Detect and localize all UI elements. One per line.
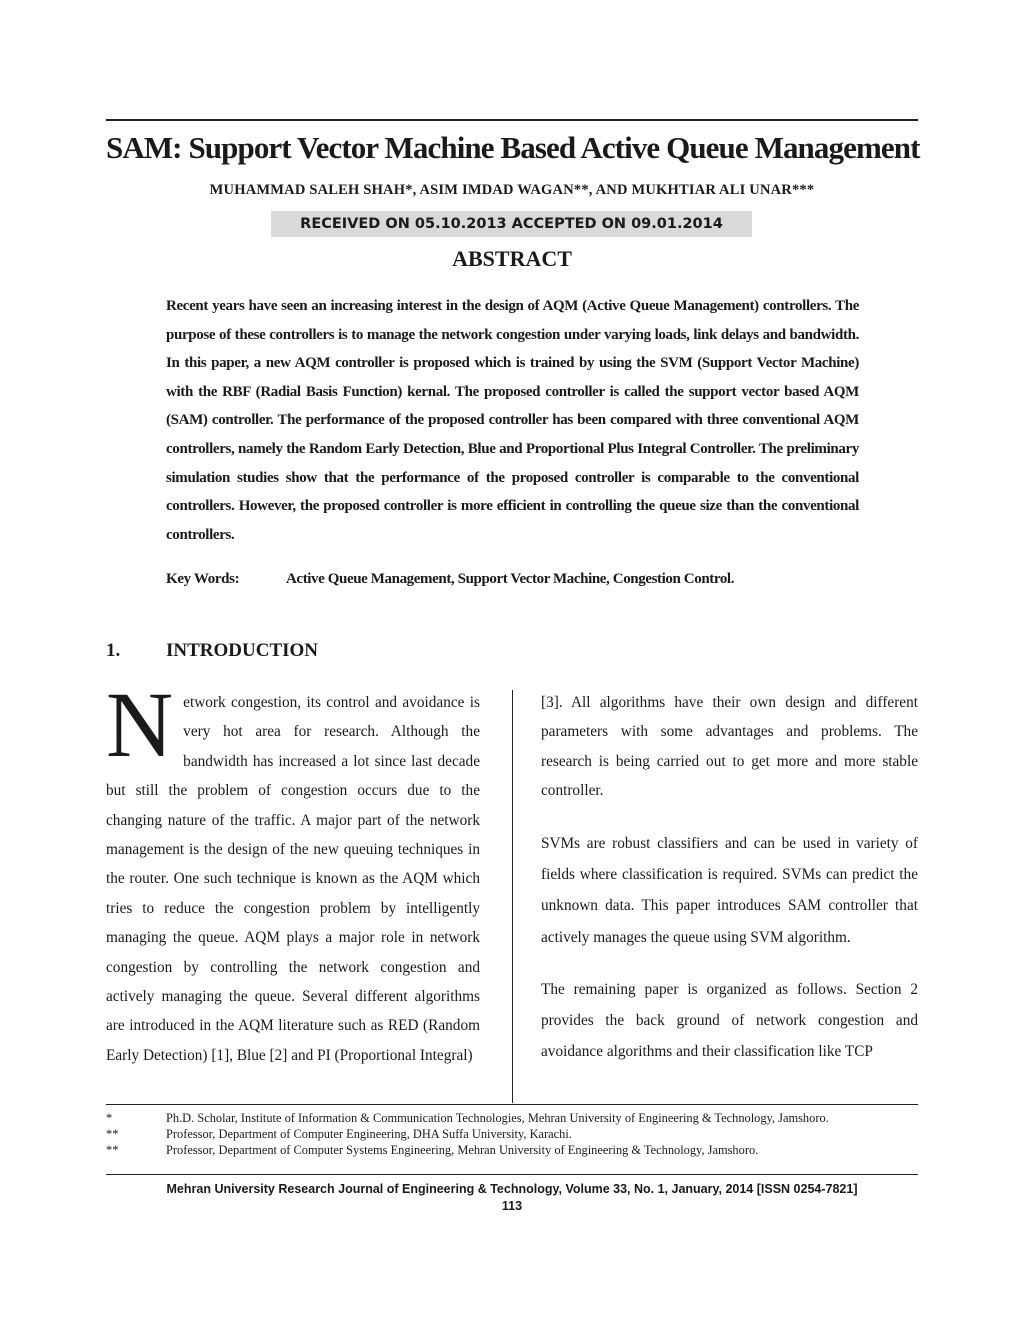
section-title: INTRODUCTION <box>166 640 319 661</box>
footnote-mark: * <box>106 1111 113 1125</box>
received-dates-banner: RECEIVED ON 05.10.2013 ACCEPTED ON 09.01.2014 <box>271 211 752 237</box>
author-list: MUHAMMAD SALEH SHAH*, ASIM IMDAD WAGAN**, AND MUKHTIAR ALI UNAR*** <box>209 182 815 198</box>
paper-title: SAM: Support Vector Machine Based Active Queue Management <box>106 130 920 165</box>
left-column <box>106 674 480 1070</box>
footnote-rule <box>106 1104 918 1105</box>
footnotes <box>106 1110 918 1158</box>
right-paragraph-2: SVMs are robust classifiers and can be used in variety of fields where classification is required. SVMs can predict the unknown data. This paper introduces SAM controller that actively manages the queue using SVM algorithm. <box>541 834 918 946</box>
right-paragraph-3: The remaining paper is organized as follows. Section 2 provides the back ground of network congestion and avoidance algorithms and their classification like TCP <box>541 980 918 1061</box>
footnote-mark: ** <box>106 1143 119 1157</box>
column-divider <box>512 690 513 1103</box>
left-column-text: etwork congestion, its control and avoidance is very hot area for research. Although the bandwidth has increased a lot since last decade but still the problem of congestion occurs due to the changing nature of the traffic. A major part of the network management is the design of the new queuing techniques in the router. One such technique is known as the AQM which tries to reduce the congestion problem by intelligently managing the queue. AQM plays a major role in network congestion by controlling the network congestion and actively managing the queue. Several different algorithms are introduced in the AQM literature such as RED (Random Early Detection) [1], Blue [2] and PI (Proportional Integral) <box>106 694 480 1064</box>
top-rule <box>106 119 918 121</box>
journal-footer: Mehran University Research Journal of Engineering & Technology, Volume 33, No. 1, January, 2014 [ISSN 0254-7821] <box>166 1182 858 1196</box>
footnote <box>106 1142 918 1158</box>
footnote <box>106 1110 918 1126</box>
abstract-heading: ABSTRACT <box>452 246 572 271</box>
footnote-text: Ph.D. Scholar, Institute of Information & Communication Technologies, Mehran University of Engineering & Technology, Jamshoro. <box>166 1111 829 1125</box>
keywords-text: Active Queue Management, Support Vector Machine, Congestion Control. <box>286 571 735 587</box>
section-number: 1. <box>106 640 121 661</box>
keywords-label: Key Words: <box>166 571 240 587</box>
right-column <box>541 688 918 1068</box>
abstract-text: Recent years have seen an increasing interest in the design of AQM (Active Queue Management) controllers. The purpose of these controllers is to manage the network congestion under varying loads, link delays and bandwidth. In this paper, a new AQM controller is proposed which is trained by using the SVM (Support Vector Machine) with the RBF (Radial Basis Function) kernal. The proposed controller is called the support vector based AQM (SAM) controller. The performance of the proposed controller has been compared with three conventional AQM controllers, namely the Random Early Detection, Blue and Proportional Plus Integral Controller. The preliminary simulation studies show that the performance of the proposed controller is comparable to the conventional controllers. However, the proposed controller is more efficient in controlling the queue size than the conventional controllers. <box>166 298 859 543</box>
footer-rule <box>106 1174 918 1175</box>
page-number: 113 <box>501 1199 523 1213</box>
drop-cap: N <box>106 674 174 777</box>
right-paragraph-1: [3]. All algorithms have their own design and different parameters with some advantages and problems. The research is being carried out to get more and more stable controller. <box>541 694 918 800</box>
footnote <box>106 1126 918 1142</box>
footnote-mark: ** <box>106 1127 119 1141</box>
footnote-text: Professor, Department of Computer Engineering, DHA Suffa University, Karachi. <box>166 1127 572 1141</box>
footnote-text: Professor, Department of Computer Systems Engineering, Mehran University of Engineering & Technology, Jamshoro. <box>166 1143 759 1157</box>
